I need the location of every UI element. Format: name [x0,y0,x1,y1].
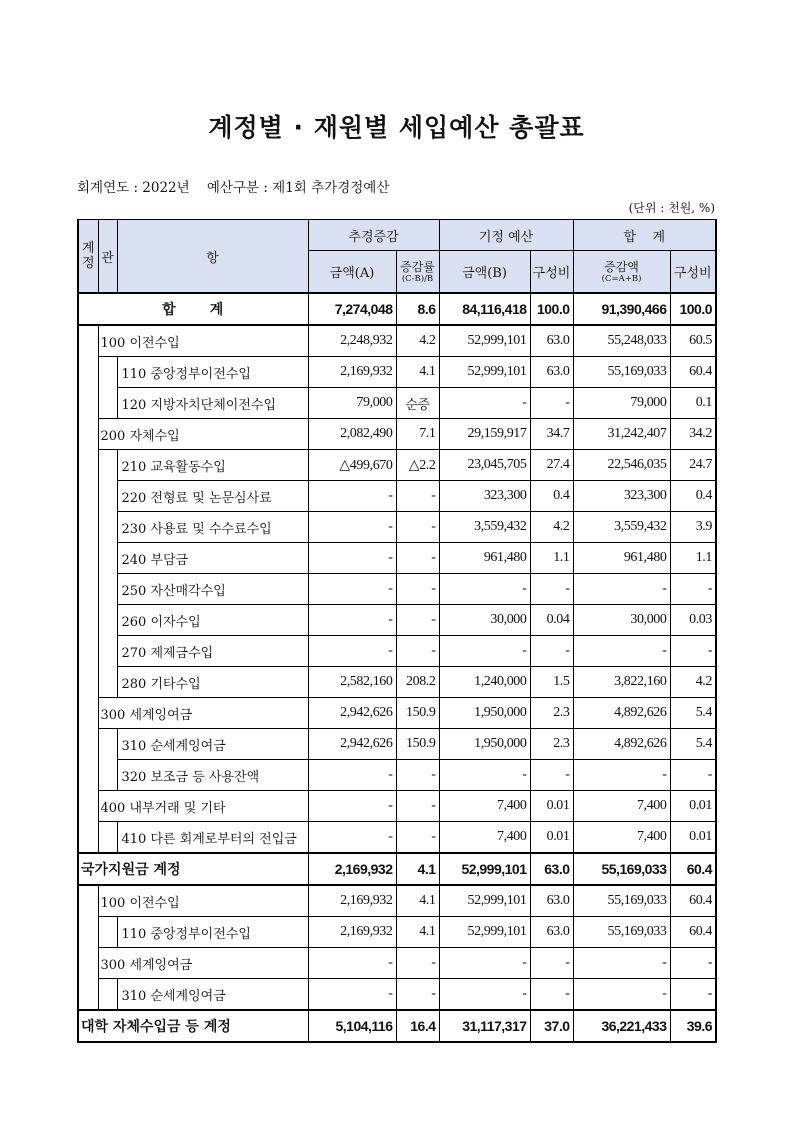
gwan-spacer-cell [98,605,117,636]
gwan-spacer-cell [98,357,117,388]
ratio-c-cell: 4.2 [670,667,716,698]
account-spacer-cell [78,419,98,450]
amount-a-cell: 5,104,116 [308,1010,396,1042]
header-supp-change: 추경증감 [308,220,439,251]
amount-c-cell: 7,400 [573,791,670,822]
amount-c-cell: 31,242,407 [573,419,670,450]
amount-b-cell: 30,000 [439,605,530,636]
ratio-b-cell: 0.01 [530,822,573,854]
amount-b-cell: - [439,636,530,667]
table-row [78,667,716,698]
total-label: 국가지원금 계정 [78,853,308,885]
amount-a-cell: 2,169,932 [308,885,396,917]
table-row [78,543,716,574]
ratio-c-cell: 100.0 [670,293,716,325]
grand-total-row [78,293,716,325]
header-ratio: 구성비 [530,251,573,294]
amount-a-cell: 2,248,932 [308,325,396,357]
ratio-c-cell: 0.1 [670,388,716,419]
amount-b-cell: 3,559,432 [439,512,530,543]
ratio-b-cell: 1.1 [530,543,573,574]
table-row [78,450,716,481]
table-row [78,481,716,512]
amount-c-cell: - [573,636,670,667]
change-rate-cell: △2.2 [396,450,439,481]
gwan-label-cell: 300 세계잉여금 [98,948,308,979]
header-change-amount: 증감액 (C=A+B) [573,251,670,294]
header-change-rate: 증감률 (C-B)/B [396,251,439,294]
account-spacer-cell [78,979,98,1011]
gwan-spacer-cell [98,543,117,574]
hang-label-cell: 270 제제금수입 [117,636,308,667]
table-row [78,917,716,948]
change-rate-cell: 순증 [396,388,439,419]
ratio-b-cell: 63.0 [530,885,573,917]
amount-a-cell: 79,000 [308,388,396,419]
amount-b-cell: 1,240,000 [439,667,530,698]
amount-c-cell: - [573,948,670,979]
total-label: 대학 자체수입금 등 계정 [78,1010,308,1042]
amount-a-cell: 7,274,048 [308,293,396,325]
gwan-spacer-cell [98,574,117,605]
hang-label-cell: 120 지방자치단체이전수입 [117,388,308,419]
amount-c-cell: 4,892,626 [573,729,670,760]
ratio-c-cell: 0.01 [670,791,716,822]
change-rate-cell: 16.4 [396,1010,439,1042]
amount-b-cell: 7,400 [439,822,530,854]
amount-c-cell: 22,546,035 [573,450,670,481]
change-rate-cell: - [396,605,439,636]
amount-c-cell: 961,480 [573,543,670,574]
account-spacer-cell [78,698,98,729]
ratio-c-cell: 60.4 [670,917,716,948]
hang-label-cell: 260 이자수입 [117,605,308,636]
amount-c-cell: - [573,979,670,1011]
gwan-spacer-cell [98,979,117,1011]
amount-c-cell: 79,000 [573,388,670,419]
change-rate-cell: 4.1 [396,853,439,885]
table-row [78,791,716,822]
table-row [78,760,716,791]
account-spacer-cell [78,574,98,605]
table-body [78,293,716,1042]
ratio-b-cell: - [530,979,573,1011]
meta-line [77,176,389,196]
hang-label-cell: 310 순세계잉여금 [117,979,308,1011]
account-spacer-cell [78,481,98,512]
change-rate-cell: - [396,481,439,512]
fiscal-year: 회계연도 : 2022년 [77,180,190,196]
ratio-c-cell: - [670,760,716,791]
gwan-spacer-cell [98,917,117,948]
ratio-b-cell: 0.01 [530,791,573,822]
account-spacer-cell [78,450,98,481]
gwan-spacer-cell [98,822,117,854]
ratio-b-cell: 37.0 [530,1010,573,1042]
amount-a-cell: - [308,636,396,667]
account-spacer-cell [78,357,98,388]
account-spacer-cell [78,388,98,419]
ratio-c-cell: 1.1 [670,543,716,574]
amount-a-cell: - [308,574,396,605]
ratio-b-cell: - [530,574,573,605]
ratio-b-cell: 63.0 [530,853,573,885]
amount-b-cell: 52,999,101 [439,325,530,357]
amount-a-cell: 2,942,626 [308,698,396,729]
change-rate-cell: 8.6 [396,293,439,325]
header-total: 합 계 [573,220,716,251]
ratio-b-cell: 27.4 [530,450,573,481]
gwan-label-cell: 300 세계잉여금 [98,698,308,729]
amount-a-cell: 2,582,160 [308,667,396,698]
account-spacer-cell [78,760,98,791]
amount-b-cell: 1,950,000 [439,729,530,760]
ratio-c-cell: 60.4 [670,885,716,917]
gwan-spacer-cell [98,388,117,419]
amount-b-cell: 52,999,101 [439,885,530,917]
ratio-b-cell: - [530,388,573,419]
amount-a-cell: 2,169,932 [308,853,396,885]
change-rate-cell: 150.9 [396,729,439,760]
amount-b-cell: 31,117,317 [439,1010,530,1042]
amount-c-cell: - [573,760,670,791]
budget-table [77,219,717,1043]
total-label: 합 계 [78,293,308,325]
header-gwan: 관 [98,220,117,294]
gwan-spacer-cell [98,760,117,791]
ratio-c-cell: 24.7 [670,450,716,481]
ratio-c-cell: 60.5 [670,325,716,357]
amount-c-cell: - [573,574,670,605]
hang-label-cell: 250 자산매각수입 [117,574,308,605]
amount-c-cell: 36,221,433 [573,1010,670,1042]
amount-c-cell: 55,248,033 [573,325,670,357]
amount-a-cell: 2,082,490 [308,419,396,450]
amount-b-cell: 52,999,101 [439,853,530,885]
amount-c-cell: 55,169,033 [573,853,670,885]
amount-b-cell: 7,400 [439,791,530,822]
amount-b-cell: 961,480 [439,543,530,574]
ratio-c-cell: - [670,574,716,605]
hang-label-cell: 310 순세계잉여금 [117,729,308,760]
ratio-c-cell: 60.4 [670,357,716,388]
change-rate-cell: 150.9 [396,698,439,729]
ratio-c-cell: 60.4 [670,853,716,885]
table-row [78,698,716,729]
ratio-c-cell: - [670,636,716,667]
header-account: 계정 [78,220,98,294]
change-rate-cell: 4.1 [396,357,439,388]
amount-b-cell: 52,999,101 [439,917,530,948]
change-rate-cell: - [396,636,439,667]
amount-a-cell: - [308,512,396,543]
table-row [78,357,716,388]
table-row [78,574,716,605]
amount-c-cell: 55,169,033 [573,917,670,948]
table-row [78,979,716,1011]
change-rate-cell: - [396,574,439,605]
account-spacer-cell [78,885,98,917]
ratio-b-cell: 63.0 [530,917,573,948]
ratio-b-cell: 2.3 [530,729,573,760]
ratio-c-cell: 0.01 [670,822,716,854]
gwan-label-cell: 100 이전수입 [98,325,308,357]
page-title: 계정별 · 재원별 세입예산 총괄표 [208,113,585,142]
gwan-spacer-cell [98,512,117,543]
ratio-b-cell: 34.7 [530,419,573,450]
amount-a-cell: 2,169,932 [308,357,396,388]
change-rate-cell: - [396,791,439,822]
header-hang: 항 [117,220,308,294]
change-rate-cell: 208.2 [396,667,439,698]
change-rate-cell: 7.1 [396,419,439,450]
table-row [78,636,716,667]
amount-b-cell: 29,159,917 [439,419,530,450]
account-spacer-cell [78,605,98,636]
gwan-spacer-cell [98,636,117,667]
amount-a-cell: - [308,791,396,822]
amount-a-cell: - [308,979,396,1011]
hang-label-cell: 240 부담금 [117,543,308,574]
amount-c-cell: 323,300 [573,481,670,512]
unit-note: (단위 : 천원, %) [628,201,715,215]
amount-b-cell: - [439,760,530,791]
account-spacer-cell [78,917,98,948]
account-spacer-cell [78,325,98,357]
amount-a-cell: △499,670 [308,450,396,481]
ratio-b-cell: 1.5 [530,667,573,698]
table-row [78,729,716,760]
gwan-spacer-cell [98,729,117,760]
change-rate-cell: 4.1 [396,885,439,917]
ratio-b-cell: 2.3 [530,698,573,729]
ratio-b-cell: 0.04 [530,605,573,636]
ratio-c-cell: - [670,979,716,1011]
table-row [78,948,716,979]
ratio-c-cell: 34.2 [670,419,716,450]
hang-label-cell: 320 보조금 등 사용잔액 [117,760,308,791]
table-row [78,419,716,450]
table-row [78,512,716,543]
change-rate-cell: - [396,760,439,791]
hang-label-cell: 210 교육활동수입 [117,450,308,481]
budget-type: 예산구분 : 제1회 추가경정예산 [206,180,390,196]
account-spacer-cell [78,729,98,760]
ratio-b-cell: - [530,760,573,791]
gwan-spacer-cell [98,481,117,512]
ratio-b-cell: 100.0 [530,293,573,325]
ratio-b-cell: 4.2 [530,512,573,543]
ratio-c-cell: 5.4 [670,729,716,760]
amount-b-cell: 1,950,000 [439,698,530,729]
hang-label-cell: 280 기타수입 [117,667,308,698]
amount-c-cell: 3,559,432 [573,512,670,543]
table-row [78,605,716,636]
amount-b-cell: - [439,948,530,979]
change-rate-cell: - [396,512,439,543]
gwan-spacer-cell [98,450,117,481]
table-row [78,822,716,854]
university-subtotal-row [78,1010,716,1042]
amount-c-cell: 91,390,466 [573,293,670,325]
amount-c-cell: 55,169,033 [573,885,670,917]
header-amount-a: 금액(A) [308,251,396,294]
amount-a-cell: - [308,948,396,979]
change-rate-cell: 4.1 [396,917,439,948]
ratio-c-cell: 0.03 [670,605,716,636]
hang-label-cell: 220 전형료 및 논문심사료 [117,481,308,512]
change-rate-cell: - [396,979,439,1011]
table-row [78,388,716,419]
gwan-label-cell: 400 내부거래 및 기타 [98,791,308,822]
ratio-c-cell: 39.6 [670,1010,716,1042]
change-rate-cell: - [396,822,439,854]
gwan-label-cell: 100 이전수입 [98,885,308,917]
amount-a-cell: - [308,481,396,512]
account-spacer-cell [78,791,98,822]
ratio-c-cell: 0.4 [670,481,716,512]
account-spacer-cell [78,822,98,854]
amount-b-cell: - [439,979,530,1011]
ratio-c-cell: 3.9 [670,512,716,543]
table-row [78,325,716,357]
ratio-b-cell: 63.0 [530,357,573,388]
account-spacer-cell [78,667,98,698]
amount-c-cell: 30,000 [573,605,670,636]
hang-label-cell: 410 다른 회계로부터의 전입금 [117,822,308,854]
account-spacer-cell [78,636,98,667]
amount-c-cell: 55,169,033 [573,357,670,388]
header-existing-budget: 기정 예산 [439,220,573,251]
gwan-label-cell: 200 자체수입 [98,419,308,450]
table-row [78,885,716,917]
ratio-c-cell: 5.4 [670,698,716,729]
amount-a-cell: 2,169,932 [308,917,396,948]
change-rate-cell: - [396,948,439,979]
national-subtotal-row [78,853,716,885]
amount-b-cell: 84,116,418 [439,293,530,325]
amount-b-cell: 323,300 [439,481,530,512]
hang-label-cell: 230 사용료 및 수수료수입 [117,512,308,543]
amount-a-cell: - [308,760,396,791]
hang-label-cell: 110 중앙정부이전수입 [117,357,308,388]
amount-b-cell: - [439,574,530,605]
ratio-b-cell: - [530,948,573,979]
amount-a-cell: - [308,822,396,854]
gwan-spacer-cell [98,667,117,698]
amount-b-cell: - [439,388,530,419]
amount-a-cell: - [308,605,396,636]
amount-c-cell: 7,400 [573,822,670,854]
account-spacer-cell [78,948,98,979]
account-spacer-cell [78,512,98,543]
account-spacer-cell [78,543,98,574]
ratio-b-cell: 63.0 [530,325,573,357]
amount-a-cell: - [308,543,396,574]
change-rate-cell: - [396,543,439,574]
ratio-b-cell: 0.4 [530,481,573,512]
amount-b-cell: 23,045,705 [439,450,530,481]
header-ratio2: 구성비 [670,251,716,294]
amount-a-cell: 2,942,626 [308,729,396,760]
amount-c-cell: 3,822,160 [573,667,670,698]
amount-c-cell: 4,892,626 [573,698,670,729]
header-amount-b: 금액(B) [439,251,530,294]
change-rate-cell: 4.2 [396,325,439,357]
amount-b-cell: 52,999,101 [439,357,530,388]
ratio-c-cell: - [670,948,716,979]
hang-label-cell: 110 중앙정부이전수입 [117,917,308,948]
ratio-b-cell: - [530,636,573,667]
